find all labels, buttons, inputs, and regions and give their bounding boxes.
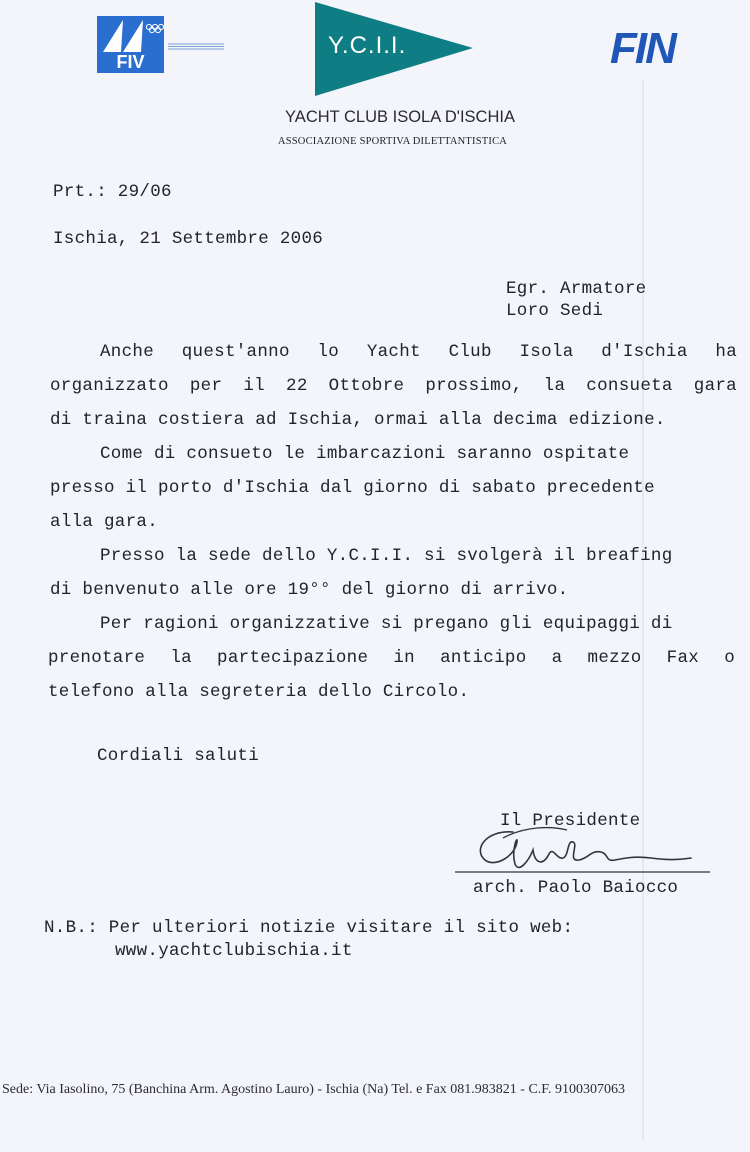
pennant-text: Y.C.I.I. <box>328 32 407 59</box>
body-line: presso il porto d'Ischia dal giorno di sabato precedente <box>50 478 655 498</box>
closing-greeting: Cordiali saluti <box>97 746 260 766</box>
club-name <box>0 108 750 127</box>
fin-logo: FIN <box>610 24 675 73</box>
body-line: Come di consueto le imbarcazioni saranno ospitate <box>100 444 630 464</box>
signatory-title: Il Presidente <box>500 811 641 831</box>
body-line: prenotare la partecipazione in anticipo a mezzo Fax o <box>48 648 735 668</box>
website-link[interactable]: www.yachtclubischia.it <box>115 941 353 961</box>
recipient-line-1: Egr. Armatore <box>506 279 647 299</box>
nb-note: N.B.: Per ulteriori notizie visitare il sito web: <box>44 918 574 938</box>
body-line: alla gara. <box>50 512 159 532</box>
club-subtitle-text: ASSOCIAZIONE SPORTIVA DILETTANTISTICA <box>277 136 508 147</box>
fiv-logo-stripes <box>168 43 224 50</box>
paper-fold-shadow <box>642 80 644 1140</box>
body-line: Anche quest'anno lo Yacht Club Isola d'Ischia ha <box>100 342 737 362</box>
fiv-logo-text: FIV <box>116 52 145 72</box>
footer-address: Sede: Via Iasolino, 75 (Banchina Arm. Agostino Lauro) - Ischia (Na) Tel. e Fax 081.983821 - C.F. 9100307063 <box>2 1082 625 1097</box>
recipient-line-2: Loro Sedi <box>506 301 604 321</box>
body-line: telefono alla segreteria dello Circolo. <box>48 682 470 702</box>
protocol-number: Prt.: 29/06 <box>53 182 172 202</box>
body-line: di traina costiera ad Ischia, ormai alla decima edizione. <box>50 410 666 430</box>
club-name-text: YACHT CLUB ISOLA D'ISCHIA <box>285 108 515 126</box>
body-line: Per ragioni organizzative si pregano gli equipaggi di <box>100 614 673 634</box>
signatory-name: arch. Paolo Baiocco <box>473 878 679 898</box>
body-line: Presso la sede dello Y.C.I.I. si svolgerà il breafing <box>100 546 673 566</box>
body-line: organizzato per il 22 Ottobre prossimo, la consueta gara <box>50 376 737 396</box>
body-line: di benvenuto alle ore 19°° del giorno di arrivo. <box>50 580 569 600</box>
club-subtitle <box>0 136 750 147</box>
place-date: Ischia, 21 Settembre 2006 <box>53 229 324 249</box>
